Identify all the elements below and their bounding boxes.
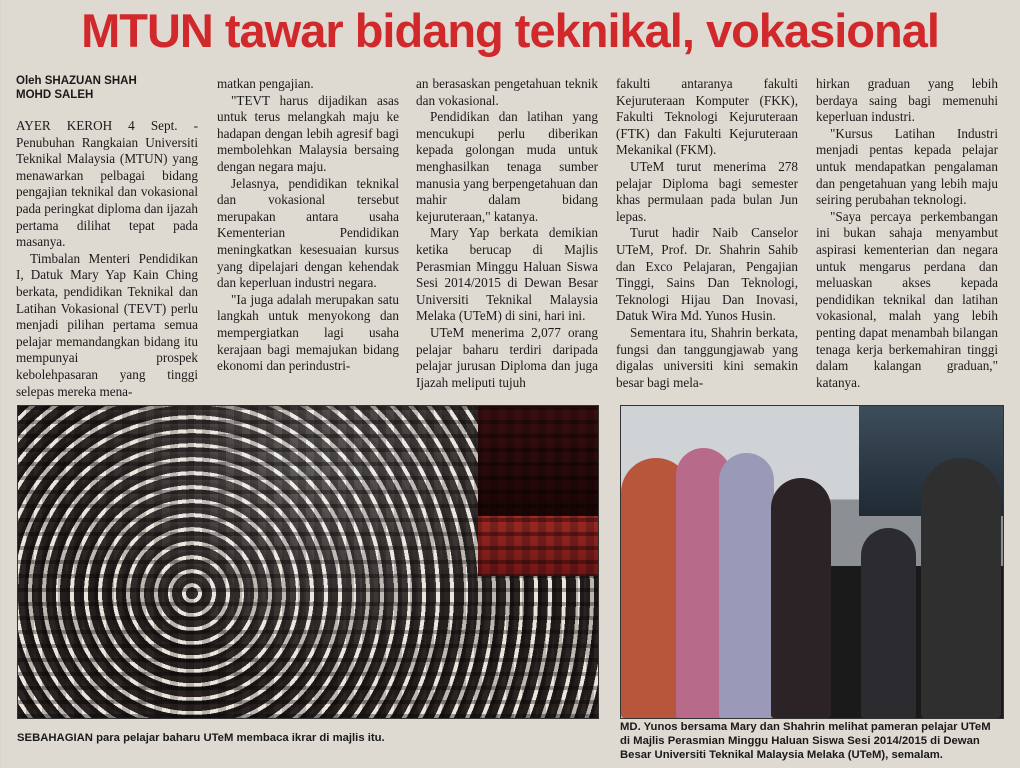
paragraph: Sementara itu, Shahrin berkata, fungsi dan tanggungjawab yang digalas universiti kini semakin besar bagi mela- [616,324,798,390]
paragraph: "Saya percaya perkembangan ini bukan sahaja menyambut aspirasi kementerian dan negara untuk mengarus perdana dan meluaskan akses kepada pendidikan teknikal dan latihan vokasional, malah yang lebih penting dapat menambah bilangan tenaga kerja berkemahiran tinggi dalam kalangan graduan," katanya. [816,208,998,390]
paragraph: Jelasnya, pendidikan teknikal dan vokasional tersebut merupakan antara usaha Kementerian Pendidikan meningkatkan kesesuaian kursus yang dipelajari dengan kehendak dan keperluan industri negara. [217,175,399,291]
photo-caption-right [620,720,1002,762]
caption-lead: MD. Yunos [620,721,678,733]
photo-students-auditorium [17,405,599,719]
paragraph: AYER KEROH 4 Sept. - Penubuhan Rangkaian Universiti Teknikal Malaysia (MTUN) yang menawarkan pelbagai bidang pengajian teknikal dan vokasional pada peringkat diploma dan ijazah pertama dilihat tepat pada masanya. [16,118,198,250]
paragraph: Pendidikan dan latihan yang mencukupi perlu diberikan kepada golongan muda untuk menghasilkan tenaga sumber manusia yang berpengetahuan dan mahir dalam bidang kejuruteraan," katanya. [416,109,598,224]
article-column-4 [616,76,798,402]
paragraph: UTeM menerima 2,077 orang pelajar baharu terdiri daripada pelajar jurusan Diploma dan juga Ijazah meliputi tujuh [416,324,598,390]
headline: MTUN tawar bidang teknikal, vokasional [81,4,939,57]
paragraph: hirkan graduan yang lebih berdaya saing bagi memenuhi keperluan industri. [816,76,998,125]
caption-text: para pelajar baharu UTeM membaca ikrar di majlis itu. [92,732,385,744]
caption-text: bersama Mary dan Shahrin melihat pameran pelajar UTeM di Majlis Perasmian Minggu Haluan Siswa Sesi 2014/2015 di Dewan Besar Universiti Teknikal Malaysia Melaka (UTeM), semalam. [620,721,991,761]
article-column-5 [816,76,998,402]
paragraph: an berasaskan pengetahuan teknik dan vokasional. [416,76,598,108]
paragraph: Turut hadir Naib Canselor UTeM, Prof. Dr. Shahrin Sahib dan Exco Pelajaran, Pengajian Tinggi, Sains Dan Teknologi, Teknologi Hijau Dan Inovasi, Datuk Wira Md. Yunos Husin. [616,225,798,324]
paragraph: UTeM turut menerima 278 pelajar Diploma bagi semester khas permulaan pada bulan Jun lepas. [616,158,798,224]
caption-lead: SEBAHAGIAN [17,732,93,744]
photo-crowd [18,406,598,718]
paragraph: Timbalan Menteri Pendidikan I, Datuk Mary Yap Kain Ching berkata, pendidikan Teknikal dan Latihan Vokasional (TEVT) perlu menjadi pilihan pertama semua pelajar memandangkan bidang itu mempunyai prospek kebolehpasaran yang tinggi selepas mereka mena- [16,250,198,399]
paragraph: "TEVT harus dijadikan asas untuk terus melangkah maju ke hadapan dengan lebih agresif bagi membolehkan Malaysia bersaing dengan negara maju. [217,92,399,174]
article-column-1 [16,118,198,402]
paragraph: "Ia juga adalah merupakan satu langkah untuk menyokong dan mempergiatkan lagi usaha kerajaan bagi memajukan bidang ekonomi dan perindustri- [217,291,399,374]
photo-person [861,528,916,718]
photo-caption-left [17,731,597,745]
photo-exhibition-visit [620,405,1004,719]
paragraph: "Kursus Latihan Industri menjadi pentas kepada pelajar untuk mendapatkan pengalaman dan pengetahuan yang lebih maju seiring perubahan teknologi. [816,125,998,208]
paragraph: fakulti antaranya fakulti Kejuruteraan Komputer (FKK), Fakulti Teknologi Kejuruteraan (FTK) dan Fakulti Kejuruteraan Mekanikal (FKM). [616,76,798,158]
article-column-3 [416,76,598,402]
photo-person [771,478,831,718]
article-column-2 [217,76,399,402]
photo-person [921,458,1001,718]
byline [16,74,196,102]
byline-line-2: MOHD SALEH [16,89,94,101]
photo-person [719,453,774,718]
paragraph: Mary Yap berkata demikian ketika berucap di Majlis Perasmian Minggu Haluan Siswa Sesi 2014/2015 di Dewan Besar Universiti Teknikal Malaysia Melaka (UTeM) di sini, hari ini. [416,225,598,324]
paragraph: matkan pengajian. [217,76,314,91]
byline-line-1: Oleh SHAZUAN SHAH [16,75,137,87]
